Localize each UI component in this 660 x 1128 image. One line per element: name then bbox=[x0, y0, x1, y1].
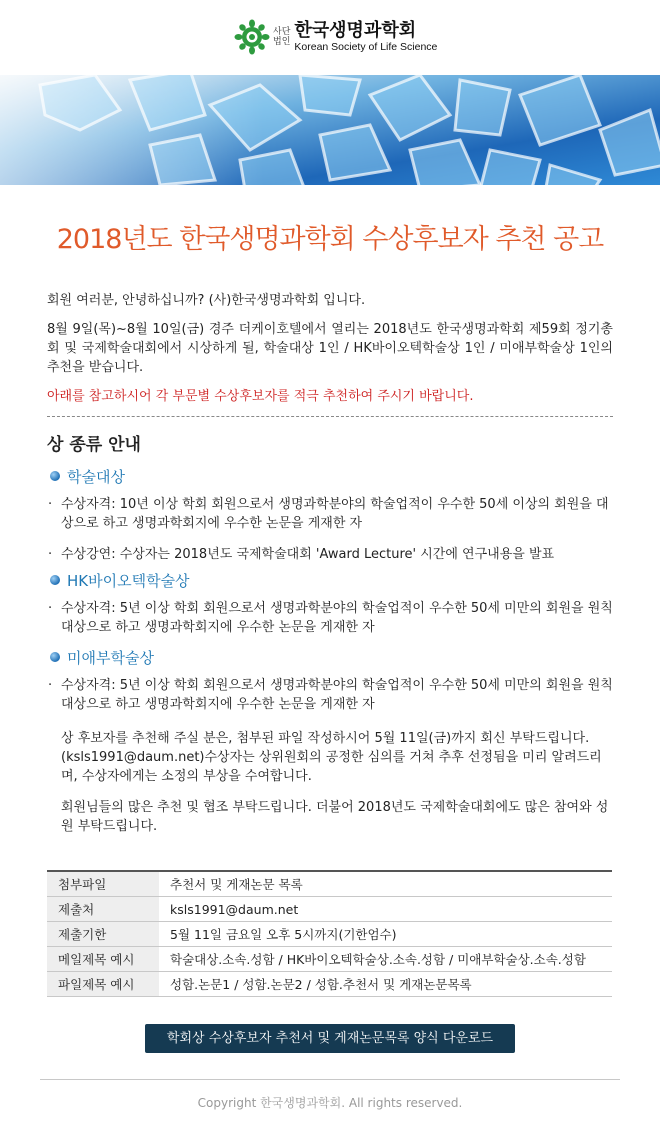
row-label: 첨부파일 bbox=[47, 871, 159, 897]
award-category bbox=[47, 466, 613, 486]
header bbox=[0, 0, 660, 75]
org-type-line: 사단 bbox=[273, 27, 291, 37]
row-value: ksls1991@daum.net bbox=[159, 897, 612, 922]
hero-banner-image bbox=[0, 75, 660, 185]
list-item: · 수상자격: 10년 이상 학회 회원으로서 생명과학분야의 학술업적이 우수한 50세 이상의 회원을 대상으로 하고 생명과학회지에 우수한 논문을 게재한 자 bbox=[47, 495, 613, 533]
row-label: 제출처 bbox=[47, 897, 159, 922]
row-label: 제출기한 bbox=[47, 922, 159, 947]
copyright-text: Copyright 한국생명과학회. All rights reserved. bbox=[197, 1096, 463, 1110]
awards-heading: 상 종류 안내 bbox=[47, 435, 141, 455]
divider bbox=[47, 416, 613, 417]
list-item: · 수상자격: 5년 이상 학회 회원으로서 생명과학분야의 학술업적이 우수한 50세 미만의 회원을 원칙대상으로 하고 생명과학회지에 우수한 논문을 게재한 자 bbox=[47, 599, 613, 637]
download-form-button[interactable]: 학회상 수상후보자 추천서 및 게재논문목록 양식 다운로드 bbox=[145, 1024, 515, 1053]
request-text: 아래를 참고하시어 각 부문별 수상후보자를 적극 추천하여 주시기 바랍니다. bbox=[47, 389, 474, 404]
bullet-icon bbox=[50, 471, 60, 481]
bullet-icon bbox=[50, 652, 60, 662]
row-value: 학술대상.소속.성함 / HK바이오텍학술상.소속.성함 / 미애부학술상.소속.성함 bbox=[159, 947, 612, 972]
closing-text: 회원님들의 많은 추천 및 협조 부탁드립니다. 더불어 2018년도 국제학술대회에도 많은 참여와 성원 부탁드립니다. bbox=[61, 800, 609, 834]
table-row bbox=[47, 972, 612, 997]
footer-divider bbox=[40, 1079, 620, 1080]
society-emblem-icon bbox=[234, 19, 270, 55]
award-category bbox=[47, 647, 613, 667]
list-item: · 수상자격: 5년 이상 학회 회원으로서 생명과학분야의 학술업적이 우수한 50세 미만의 회원을 원칙대상으로 하고 생명과학회지에 우수한 논문을 게재한 자 bbox=[47, 676, 613, 714]
org-type bbox=[273, 27, 290, 47]
table-row bbox=[47, 947, 612, 972]
org-type-line: 법인 bbox=[273, 37, 291, 47]
row-label: 파일제목 예시 bbox=[47, 972, 159, 997]
society-logo[interactable] bbox=[234, 19, 437, 55]
org-name: 한국생명과학회 bbox=[294, 20, 417, 41]
org-name-en: Korean Society of Life Science bbox=[294, 41, 438, 53]
list-item: · 수상강연: 수상자는 2018년도 국제학술대회 'Award Lecture' 시간에 연구내용을 발표 bbox=[47, 545, 613, 564]
award-category-name: HK바이오텍학술상 bbox=[67, 571, 190, 590]
submission-info-table bbox=[47, 870, 612, 997]
table-row bbox=[47, 897, 612, 922]
table-row bbox=[47, 922, 612, 947]
intro-text: 8월 9일(목)~8월 10일(금) 경주 더케이호텔에서 열리는 2018년도 한국생명과학회 제59회 정기총회 및 국제학술대회에서 시상하게 될, 학술대상 1인 / HK바이오텍학술상 1인 / 미애부학술상 1인의 추천을 받습니다. bbox=[47, 322, 613, 375]
award-category-name: 학술대상 bbox=[67, 467, 125, 486]
award-category-name: 미애부학술상 bbox=[67, 648, 154, 667]
bullet-icon bbox=[50, 575, 60, 585]
notice-title: 2018년도 한국생명과학회 수상후보자 추천 공고 bbox=[56, 224, 604, 255]
greeting-text: 회원 여러분, 안녕하십니까? (사)한국생명과학회 입니다. bbox=[47, 293, 366, 308]
row-value: 5월 11일 금요일 오후 5시까지(기한엄수) bbox=[159, 922, 612, 947]
submission-note: 상 후보자를 추천해 주실 분은, 첨부된 파일 작성하시어 5월 11일(금)까지 회신 부탁드립니다. (ksls1991@daum.net)수상자는 상위원회의 공정한 심의를 거쳐 추후 선정됨을 미리 알려드리며, 수상자에게는 소정의 부상을 수여합니다. bbox=[61, 731, 602, 784]
row-label: 메일제목 예시 bbox=[47, 947, 159, 972]
table-row bbox=[47, 871, 612, 897]
row-value: 추천서 및 게재논문 목록 bbox=[159, 871, 612, 897]
award-category bbox=[47, 570, 613, 590]
row-value: 성함.논문1 / 성함.논문2 / 성함.추천서 및 게재논문목록 bbox=[159, 972, 612, 997]
logo-text bbox=[294, 21, 437, 53]
notice-body bbox=[0, 185, 660, 836]
